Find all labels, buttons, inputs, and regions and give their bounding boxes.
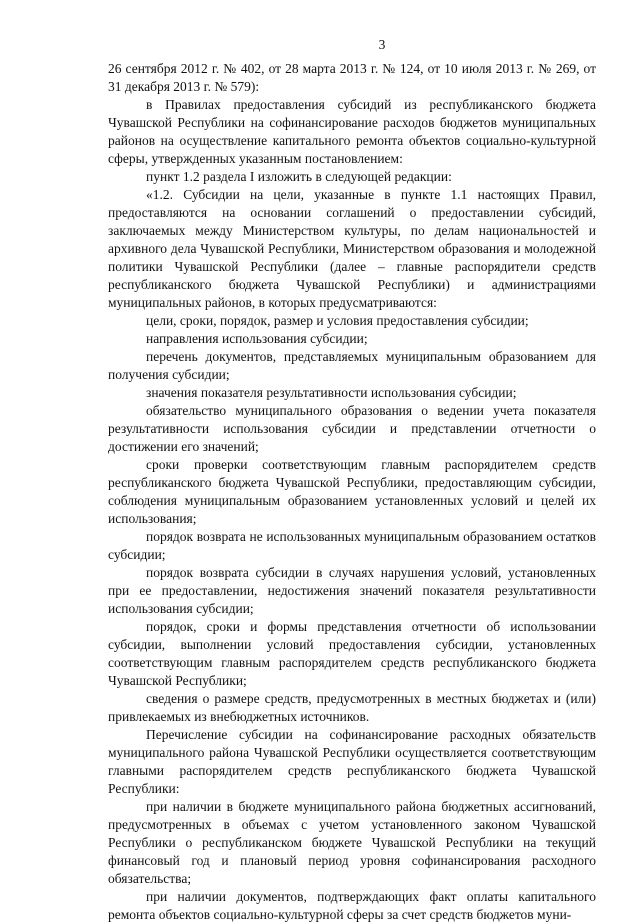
paragraph: порядок возврата субсидии в случаях нарушения условий, установленных при ее предоставлении, недостижения значений показателя результативности использования субсидии; bbox=[108, 565, 596, 616]
paragraph: сведения о размере средств, предусмотренных в местных бюджетах и (или) привлекаемых из внебюджетных источников. bbox=[108, 691, 596, 724]
paragraph: значения показателя результативности использования субсидии; bbox=[146, 385, 517, 400]
paragraph: порядок возврата не использованных муниципальным образованием остатков субсидии; bbox=[108, 529, 596, 562]
paragraph: при наличии документов, подтверждающих факт оплаты капитального ремонта объектов социально-культурной сферы за счет средств бюджетов муни- bbox=[108, 889, 596, 922]
paragraph: 26 сентября 2012 г. № 402, от 28 марта 2013 г. № 124, от 10 июля 2013 г. № 269, от 31 декабря 2013 г. № 579): bbox=[108, 61, 596, 94]
paragraph: направления использования субсидии; bbox=[146, 331, 368, 346]
paragraph: обязательство муниципального образования о ведении учета показателя результативности использования субсидии и представлении отчетности о достижении его значений; bbox=[108, 403, 596, 454]
page-number: 3 bbox=[378, 37, 386, 52]
paragraph: в Правилах предоставления субсидий из республиканского бюджета Чувашской Республики на софинансирование расходов бюджетов муниципальных районов на осуществление капитального ремонта объектов социально-культурной сферы, утвержденных указанным постановлением: bbox=[108, 97, 596, 166]
paragraph: Перечисление субсидии на софинансирование расходных обязательств муниципального района Чувашской Республики осуществляется соответствующим главными распорядителем средств республиканского бюджета Чувашской Республики: bbox=[108, 727, 596, 796]
paragraph: пункт 1.2 раздела I изложить в следующей редакции: bbox=[146, 169, 452, 184]
paragraph: «1.2. Субсидии на цели, указанные в пункте 1.1 настоящих Правил, предоставляются на основании соглашений о предоставлении субсидий, заключаемых между Министерством культуры, по делам национальностей и архивного дела Чувашской Республики, Министерством образования и молодежной политики Чувашской Республики (далее – главные распорядители средств республиканского бюджета Чувашской Республики) и администрациями муниципальных районов, в которых предусматриваются: bbox=[108, 187, 596, 310]
paragraph: цели, сроки, порядок, размер и условия предоставления субсидии; bbox=[146, 313, 529, 328]
document-body bbox=[108, 60, 596, 924]
paragraph: перечень документов, представляемых муниципальным образованием для получения субсидии; bbox=[108, 349, 596, 382]
paragraph: при наличии в бюджете муниципального района бюджетных ассигнований, предусмотренных в объемах с учетом установленного законом Чувашской Республики о республиканском бюджете Чувашской Республики на текущий финансовый год и плановый период уровня софинансирования расходного обязательства; bbox=[108, 799, 596, 886]
paragraph: сроки проверки соответствующим главным распорядителем средств республиканского бюджета Чувашской Республики, предоставляющим субсидии, соблюдения муниципальным образованием установленных условий и целей их использования; bbox=[108, 457, 596, 526]
paragraph: порядок, сроки и формы представления отчетности об использовании субсидии, выполнении условий предоставления субсидии, установленных соответствующим главным распорядителем средств республиканского бюджета Чувашской Республики; bbox=[108, 619, 596, 688]
